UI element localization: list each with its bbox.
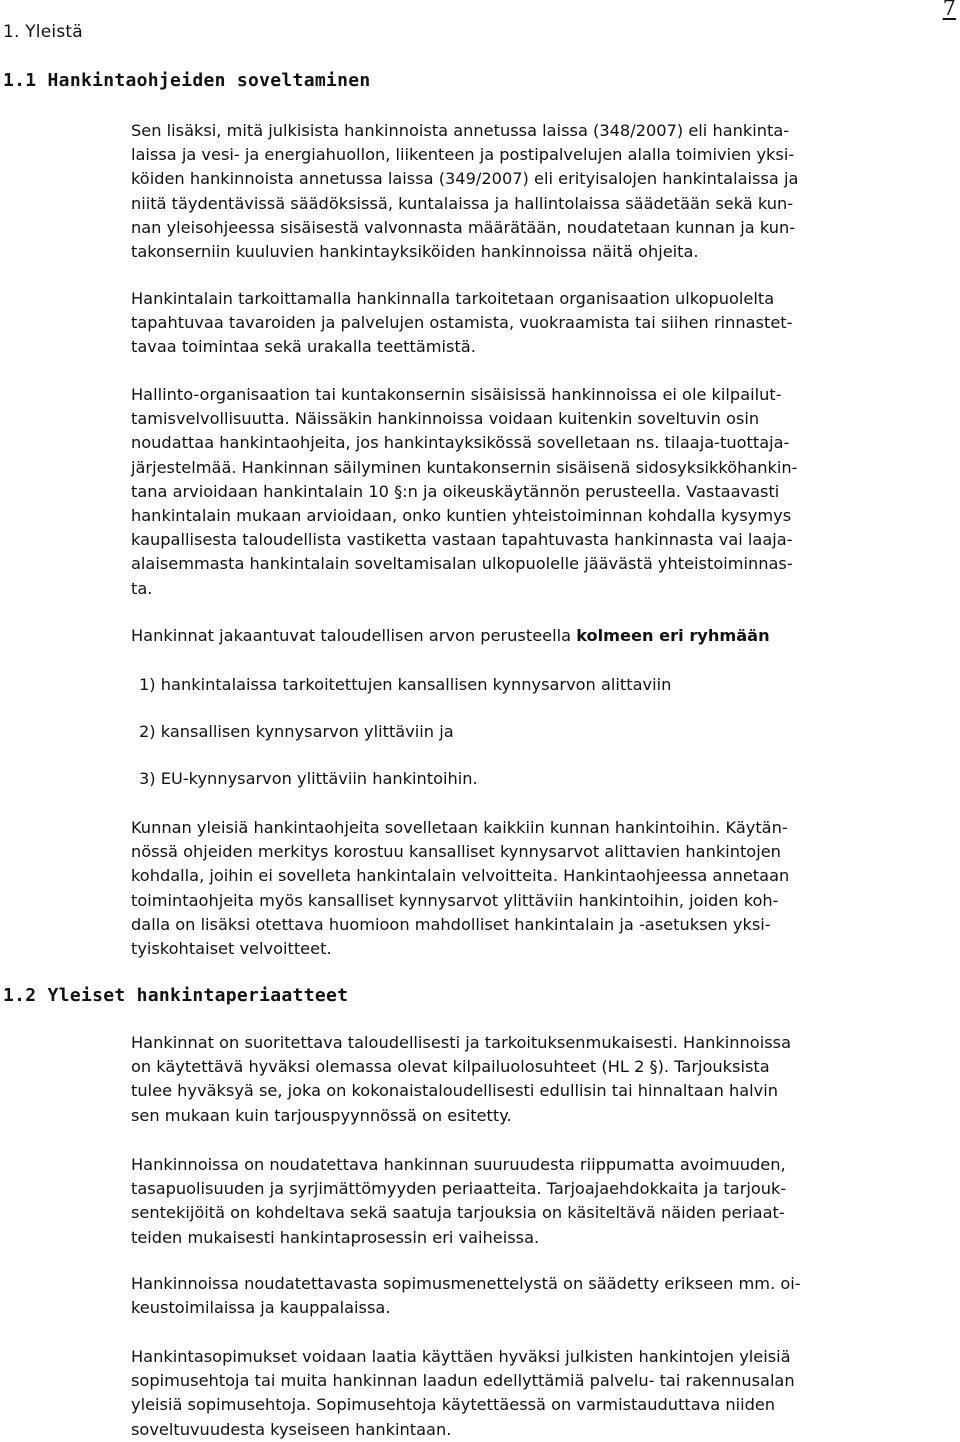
text-line: sentekijöitä on kohdeltava sekä saatuja tarjouksia on käsiteltävä näiden periaat-: [131, 1203, 785, 1223]
paragraph-transparency: [131, 1153, 951, 1250]
text-line: Kunnan yleisiä hankintaohjeita sovelletaan kaikkiin kunnan hankintoihin. Käytän-: [131, 818, 788, 837]
text-line: Hankinnat on suoritettava taloudellisesti ja tarkoituksenmukaisesti. Hankinnoissa: [131, 1033, 791, 1052]
page-number: 7: [942, 0, 956, 20]
list-item: 3) EU-kynnysarvon ylittäviin hankintoihin.: [139, 769, 478, 788]
text-line: kohdalla, joihin ei sovelleta hankintalain velvoitteita. Hankintaohjeessa annetaan: [131, 866, 790, 886]
text-line: sopimusehtoja tai muita hankinnan laadun edellyttämiä palvelu- tai rakennusalan: [131, 1371, 795, 1391]
text-line: tana arvioidaan hankintalain 10 §:n ja oikeuskäytännön perusteella. Vastaavasti: [131, 481, 780, 501]
paragraph-contract-terms: [131, 1345, 951, 1442]
text-line: nössä ohjeiden merkitys korostuu kansalliset kynnysarvot alittavien hankintojen: [131, 842, 781, 862]
text-line: yleisiä sopimusehtoja. Sopimusehtoja käytettäessä on varmistauduttava niiden: [131, 1395, 776, 1415]
text-line: keustoimilaissa ja kauppalaissa.: [131, 1298, 391, 1318]
text-line: soveltuvuudesta kyseiseen hankintaan.: [131, 1419, 452, 1439]
paragraph-economy: [131, 1031, 951, 1128]
text-line: kaupallisesta taloudellista vastiketta vastaan tapahtuvasta hankinnasta vai laaja-: [131, 530, 793, 550]
paragraph-internal-procurement: [131, 383, 951, 601]
text-line: nan yleisohjeessa sisäisestä valvonnasta määrätään, noudatetaan kunnan ja kun-: [131, 217, 796, 237]
text-line: Sen lisäksi, mitä julkisista hankinnoista annetussa laissa (348/2007) eli hankinta-: [131, 121, 790, 140]
text-line: [131, 624, 951, 648]
text-line: hankintalain mukaan arvioidaan, onko kuntien yhteistoiminnan kohdalla kysymys: [131, 506, 792, 526]
text-line: takonserniin kuuluvien hankintayksiköiden hankinnoissa näitä ohjeita.: [131, 242, 699, 262]
groups-intro-emphasis: kolmeen eri ryhmään: [576, 626, 770, 645]
text-line: Hallinto-organisaation tai kuntakonsernin sisäisissä hankinnoissa ei ole kilpailut-: [131, 385, 782, 404]
text-line: Hankinnoissa on noudatettava hankinnan suuruudesta riippumatta avoimuuden,: [131, 1155, 786, 1174]
text-line: laissa ja vesi- ja energiahuollon, liikenteen ja postipalvelujen alalla toimivien yksi-: [131, 145, 795, 165]
section-heading-1-1: 1.1 Hankintaohjeiden soveltaminen: [3, 70, 371, 91]
text-line: tavaa toimintaa sekä urakalla teettämistä.: [131, 337, 476, 357]
text-line: noudattaa hankintaohjeita, jos hankintayksikössä sovelletaan ns. tilaaja-tuottaja-: [131, 433, 790, 453]
text-line: dalla on lisäksi otettava huomioon mahdolliset hankintalain ja -asetuksen yksi-: [131, 914, 771, 934]
text-line: Hankintalain tarkoittamalla hankinnalla tarkoitetaan organisaation ulkopuolelta: [131, 289, 775, 308]
text-line: Hankinnoissa noudatettavasta sopimusmenettelystä on säädetty erikseen mm. oi-: [131, 1274, 801, 1293]
section-heading-1-2: 1.2 Yleiset hankintaperiaatteet: [3, 985, 349, 1006]
list-item: 2) kansallisen kynnysarvon ylittäviin ja: [139, 722, 454, 741]
text-line: teiden mukaisesti hankintaprosessin eri vaiheissa.: [131, 1227, 540, 1247]
text-line: tulee hyväksyä se, joka on kokonaistaloudellisesti edullisin tai hinnaltaan halvin: [131, 1081, 779, 1101]
groups-intro-text: Hankinnat jakaantuvat taloudellisen arvon perusteella: [131, 626, 577, 645]
text-line: sen mukaan kuin tarjouspyynnössä on esitetty.: [131, 1105, 512, 1125]
list-item: 1) hankintalaissa tarkoitettujen kansallisen kynnysarvon alittaviin: [139, 675, 672, 694]
text-line: ta.: [131, 578, 153, 598]
paragraph-groups-intro: [131, 624, 951, 648]
text-line: toimintaohjeita myös kansalliset kynnysarvot ylittäviin hankintoihin, joiden koh-: [131, 890, 779, 910]
text-line: järjestelmää. Hankinnan säilyminen kuntakonsernin sisäisenä sidosyksikköhankin-: [131, 457, 798, 477]
chapter-title: 1. Yleistä: [3, 22, 83, 42]
text-line: alaisemmasta hankintalain soveltamisalan ulkopuolelle jäävästä yhteistoiminnas-: [131, 554, 793, 574]
text-line: tamisvelvollisuutta. Näissäkin hankinnoissa voidaan kuitenkin soveltuvin osin: [131, 409, 760, 429]
text-line: tapahtuvaa tavaroiden ja palvelujen ostamista, vuokraamista tai siihen rinnastet-: [131, 313, 793, 333]
text-line: tyiskohtaiset velvoitteet.: [131, 939, 332, 959]
paragraph-contract-law: [131, 1272, 951, 1320]
text-line: niitä täydentävissä säädöksissä, kuntalaissa ja hallintolaissa säädetään sekä kun-: [131, 193, 794, 213]
text-line: on käytettävä hyväksi olemassa olevat kilpailuolosuhteet (HL 2 §). Tarjouksista: [131, 1057, 770, 1077]
text-line: köiden hankinnoista annetussa laissa (349/2007) eli erityisalojen hankintalaissa ja: [131, 169, 799, 189]
paragraph-application: [131, 816, 951, 961]
paragraph-scope: [131, 119, 951, 264]
paragraph-definition: [131, 287, 951, 360]
text-line: tasapuolisuuden ja syrjimättömyyden periaatteita. Tarjoajaehdokkaita ja tarjouk-: [131, 1179, 787, 1199]
text-line: Hankintasopimukset voidaan laatia käyttäen hyväksi julkisten hankintojen yleisiä: [131, 1347, 791, 1366]
